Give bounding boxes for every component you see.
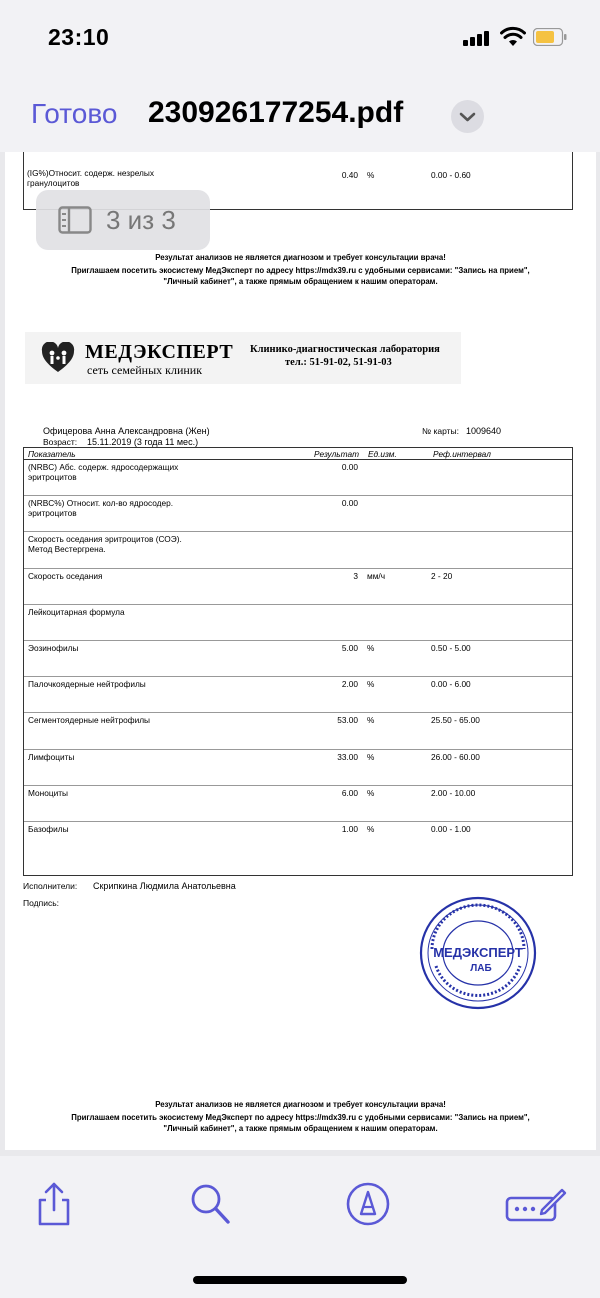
row-divider <box>24 785 572 786</box>
row-divider <box>24 640 572 641</box>
row-ref: 26.00 - 60.00 <box>431 751 480 762</box>
row-name: Базофилы <box>28 824 69 834</box>
row-unit: % <box>367 170 375 180</box>
markup-icon <box>344 1180 392 1228</box>
row-name: (NRBC%) Относит. кол-во ядросодер. <box>28 498 174 509</box>
navigation-bar <box>0 80 600 152</box>
footer-line-3: "Личный кабинет", а также прямым обращением к нашим операторам. <box>163 277 438 286</box>
row-unit: % <box>367 751 375 762</box>
markup-button[interactable] <box>344 1180 392 1228</box>
footer-line-2: Приглашаем посетить экосистему МедЭксперт по адресу https://mdx39.ru с удобными сервисами: "Запись на прием", <box>71 1113 530 1122</box>
row-unit: % <box>367 715 375 726</box>
family-logo-icon <box>41 342 75 374</box>
lab-phone: тел.: 51-91-02, 51-91-03 <box>285 357 392 368</box>
row-ref: 25.50 - 65.00 <box>431 715 480 726</box>
row-unit: % <box>367 643 375 653</box>
row-value: 2.00 <box>341 679 358 690</box>
header-ref: Реф.интервал <box>433 449 491 459</box>
document-title[interactable]: 230926177254.pdf <box>148 96 404 129</box>
row-name: Лейкоцитарная формула <box>28 606 125 617</box>
row-ref: 0.00 - 0.60 <box>431 170 471 180</box>
age-value: 15.11.2019 (3 года 11 мес.) <box>87 437 199 447</box>
header-unit: Ед.изм. <box>368 449 397 459</box>
form-fill-icon <box>504 1180 568 1228</box>
seal-stamp <box>418 894 538 1012</box>
letterhead <box>25 332 461 384</box>
row-name-cont: Метод Вестергрена. <box>28 544 106 555</box>
pdf-page-3 <box>5 312 596 1150</box>
page-indicator-text: 3 из 3 <box>106 205 176 235</box>
footer-line-3: "Личный кабинет", а также прямым обращением к нашим операторам. <box>163 1124 438 1133</box>
row-name: Палочкоядерные нейтрофилы <box>28 679 146 690</box>
results-table <box>23 447 573 876</box>
row-name: (IG%)Относит. содерж. незрелых гранулоцитов <box>27 168 155 188</box>
chevron-down-icon <box>451 100 484 133</box>
row-ref: 0.00 - 1.00 <box>431 824 471 834</box>
row-name: Эозинофилы <box>28 643 79 653</box>
row-divider <box>24 495 572 496</box>
row-value: 33.00 <box>337 751 358 762</box>
header-divider <box>24 459 572 460</box>
header-result: Результат <box>314 449 359 459</box>
row-name: Сегментоядерные нейтрофилы <box>28 715 151 726</box>
search-button[interactable] <box>186 1180 234 1228</box>
home-indicator <box>193 1276 407 1284</box>
lab-name: Клинико-диагностическая лаборатория <box>250 344 440 355</box>
battery-icon <box>533 28 567 46</box>
row-divider <box>24 676 572 677</box>
row-value: 5.00 <box>341 643 358 653</box>
cellular-signal-icon <box>463 30 491 46</box>
row-value: 0.00 <box>341 462 358 472</box>
row-name: Скорость оседания <box>28 570 103 581</box>
patient-name: Офицерова Анна Александровна (Жен) <box>43 426 210 436</box>
done-button[interactable]: Готово <box>31 98 118 129</box>
wifi-icon <box>500 26 526 48</box>
signature-label: Подпись: <box>23 898 60 908</box>
pdf-viewer[interactable] <box>0 152 600 1156</box>
row-unit: % <box>367 787 375 798</box>
row-name-cont: эритроцитов <box>28 508 77 519</box>
share-button[interactable] <box>30 1180 78 1228</box>
search-icon <box>186 1180 234 1228</box>
row-ref: 2.00 - 10.00 <box>431 787 476 798</box>
row-divider <box>24 749 572 750</box>
stamp-main-text: МЕДЭКСПЕРТ <box>433 945 523 960</box>
status-bar <box>0 0 600 80</box>
row-value: 0.40 <box>341 170 358 180</box>
row-value: 3 <box>353 570 358 581</box>
footer-line-1: Результат анализов не является диагнозом и требует консультации врача! <box>155 1100 446 1109</box>
executors-value: Скрипкина Людмила Анатольевна <box>93 881 236 891</box>
row-name: Моноциты <box>28 787 68 798</box>
row-divider <box>24 712 572 713</box>
title-menu-button[interactable] <box>451 100 484 133</box>
footer-line-1: Результат анализов не является диагнозом и требует консультации врача! <box>155 253 446 262</box>
card-label: № карты: <box>422 426 460 436</box>
row-name: Скорость оседания эритроцитов (СОЭ). <box>28 534 182 545</box>
row-ref: 0.00 - 6.00 <box>431 679 471 690</box>
logo-subtitle: сеть семейных клиник <box>87 363 203 377</box>
form-fill-button[interactable] <box>504 1180 568 1228</box>
page-indicator[interactable] <box>36 190 210 250</box>
row-name: (NRBC) Абс. содерж. ядросодержащих <box>28 462 179 472</box>
row-divider <box>24 821 572 822</box>
logo-name: МЕДЭКСПЕРТ <box>85 341 234 363</box>
share-icon <box>30 1180 78 1228</box>
thumbnails-icon <box>58 206 92 234</box>
row-ref: 0.50 - 5.00 <box>431 643 471 653</box>
footer-line-2: Приглашаем посетить экосистему МедЭксперт по адресу https://mdx39.ru с удобными сервисами: "Запись на прием", <box>71 266 530 275</box>
row-unit: мм/ч <box>367 570 386 581</box>
row-divider <box>24 604 572 605</box>
executors-label: Исполнители: <box>23 881 78 891</box>
row-name: Лимфоциты <box>28 751 75 762</box>
row-divider <box>24 568 572 569</box>
row-ref: 2 - 20 <box>431 570 453 581</box>
age-label: Возраст: <box>43 437 78 447</box>
row-value: 1.00 <box>341 824 358 834</box>
row-value: 53.00 <box>337 715 358 726</box>
row-value: 0.00 <box>341 498 358 509</box>
status-time: 23:10 <box>48 24 110 50</box>
row-name-cont: эритроцитов <box>28 472 77 482</box>
row-value: 6.00 <box>341 787 358 798</box>
header-name: Показатель <box>28 449 76 459</box>
card-number: 1009640 <box>466 426 502 436</box>
row-unit: % <box>367 824 375 834</box>
stamp-sub-text: ЛАБ <box>470 963 492 974</box>
row-unit: % <box>367 679 375 690</box>
row-divider <box>24 531 572 532</box>
